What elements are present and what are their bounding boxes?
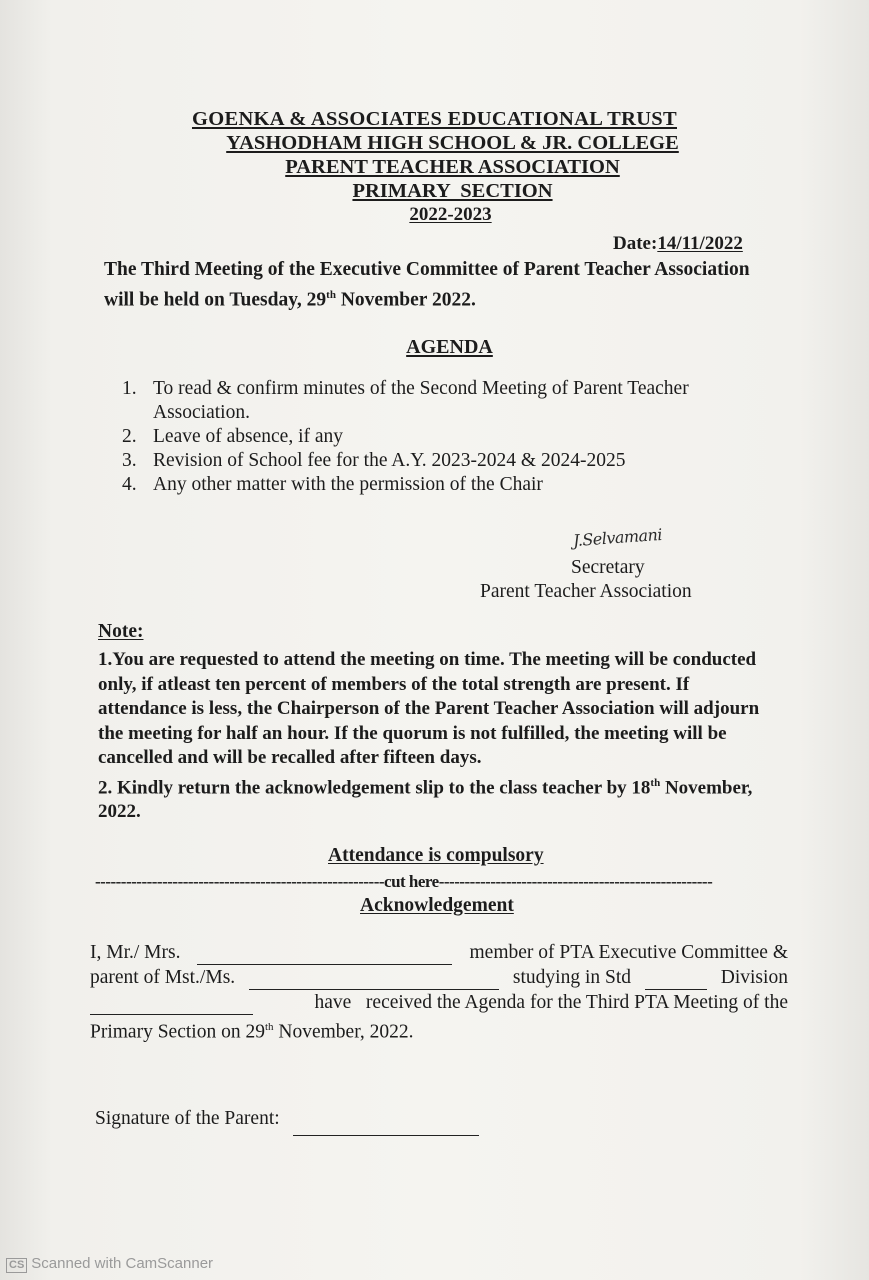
parent-signature-field[interactable] [293, 1117, 479, 1136]
cut-here-line: --------------------------------------------------------cut here----------------------------------------------------- [95, 872, 713, 891]
ack-row-1 [90, 940, 788, 965]
agenda-item-2 [122, 425, 762, 449]
intro-text-b: November 2022. [335, 289, 476, 311]
agenda-item-2-number: 2. [122, 426, 137, 447]
secretary-organization: Parent Teacher Association [480, 581, 692, 602]
note-p2-superscript: th [650, 776, 661, 789]
ack-division-label: Division [720, 967, 788, 988]
agenda-item-1-text: To read & confirm minutes of the Second Meeting of Parent Teacher [153, 378, 689, 399]
agenda-item-1-continuation: Association. [153, 402, 250, 423]
ack-row4-text-a: Primary Section on 29 [90, 1021, 265, 1043]
ack-name-label: I, Mr./ Mrs. [90, 942, 181, 963]
note-paragraph-2 [98, 771, 768, 825]
agenda-item-1-number: 1. [122, 378, 137, 399]
ack-row4-text-b: November, 2022. [273, 1021, 414, 1043]
intro-superscript: th [326, 289, 336, 301]
acknowledgement-slip [90, 940, 788, 1045]
ack-row-3 [90, 990, 788, 1015]
secretary-title: Secretary [571, 557, 645, 578]
note-p2-text-a: 2. Kindly return the acknowledgement slip to the class teacher by 18 [98, 776, 651, 798]
agenda-item-3 [122, 449, 762, 473]
date-value: 14/11/2022 [657, 233, 743, 254]
agenda-item-4 [122, 473, 762, 497]
parent-signature-label: Signature of the Parent: [95, 1108, 280, 1129]
agenda-item-3-number: 3. [122, 450, 137, 471]
agenda-title: AGENDA [406, 336, 493, 358]
ack-row-2 [90, 965, 788, 990]
ack-row4-superscript: th [264, 1021, 274, 1033]
ack-received-text: have received the Agenda for the Third PTA Meeting of the [314, 992, 788, 1013]
association-name: PARENT TEACHER ASSOCIATION [285, 156, 620, 178]
division-field[interactable] [90, 996, 253, 1015]
agenda-item-1 [122, 377, 762, 425]
camscanner-logo-icon: CS [6, 1258, 27, 1273]
academic-year: 2022-2023 [409, 204, 492, 225]
ack-child-label: parent of Mst./Ms. [90, 967, 236, 988]
meeting-notice-date [613, 233, 743, 255]
handwritten-signature: J.Selvamani [572, 524, 663, 551]
note-body [98, 648, 768, 825]
trust-name: GOENKA & ASSOCIATES EDUCATIONAL TRUST [191, 108, 677, 130]
watermark-text: Scanned with CamScanner [31, 1255, 214, 1272]
note-heading: Note: [98, 621, 144, 642]
attendance-compulsory: Attendance is compulsory [328, 845, 544, 866]
note-p2-text-b: November, 2022. [98, 776, 753, 823]
note-paragraph-1: 1.You are requested to attend the meeting on time. The meeting will be conducted only, if atleast ten percent of members of the total strength are present. If attendance is less, the Chairperson of the Parent Teacher Association will adjourn the meeting for half an hour. If the quorum is not fulfilled, the meeting will be cancelled and will be recalled after fifteen days. [98, 649, 760, 768]
intro-line-1: The Third Meeting of the Executive Committee of Parent Teacher Association [104, 259, 750, 280]
parent-name-field[interactable] [197, 946, 452, 965]
agenda-item-2-text: Leave of absence, if any [153, 426, 344, 447]
school-name: YASHODHAM HIGH SCHOOL & JR. COLLEGE [226, 132, 679, 154]
date-label: Date: [613, 233, 658, 254]
acknowledgement-title: Acknowledgement [360, 895, 514, 916]
ack-std-label: studying in Std [512, 967, 632, 988]
section-name: PRIMARY SECTION [352, 180, 553, 202]
ack-member-label: member of PTA Executive Committee & [469, 942, 788, 963]
intro-text-a: will be held on Tuesday, 29 [104, 289, 327, 311]
camscanner-watermark [6, 1255, 213, 1273]
agenda-list [122, 377, 762, 497]
agenda-item-4-text: Any other matter with the permission of the Chair [153, 474, 543, 495]
child-name-field[interactable] [249, 971, 499, 990]
intro-line-2 [104, 284, 476, 312]
std-field[interactable] [645, 971, 707, 990]
ack-row-4 [90, 1015, 788, 1045]
agenda-item-3-text: Revision of School fee for the A.Y. 2023-2024 & 2024-2025 [153, 450, 626, 471]
agenda-item-4-number: 4. [122, 474, 137, 495]
